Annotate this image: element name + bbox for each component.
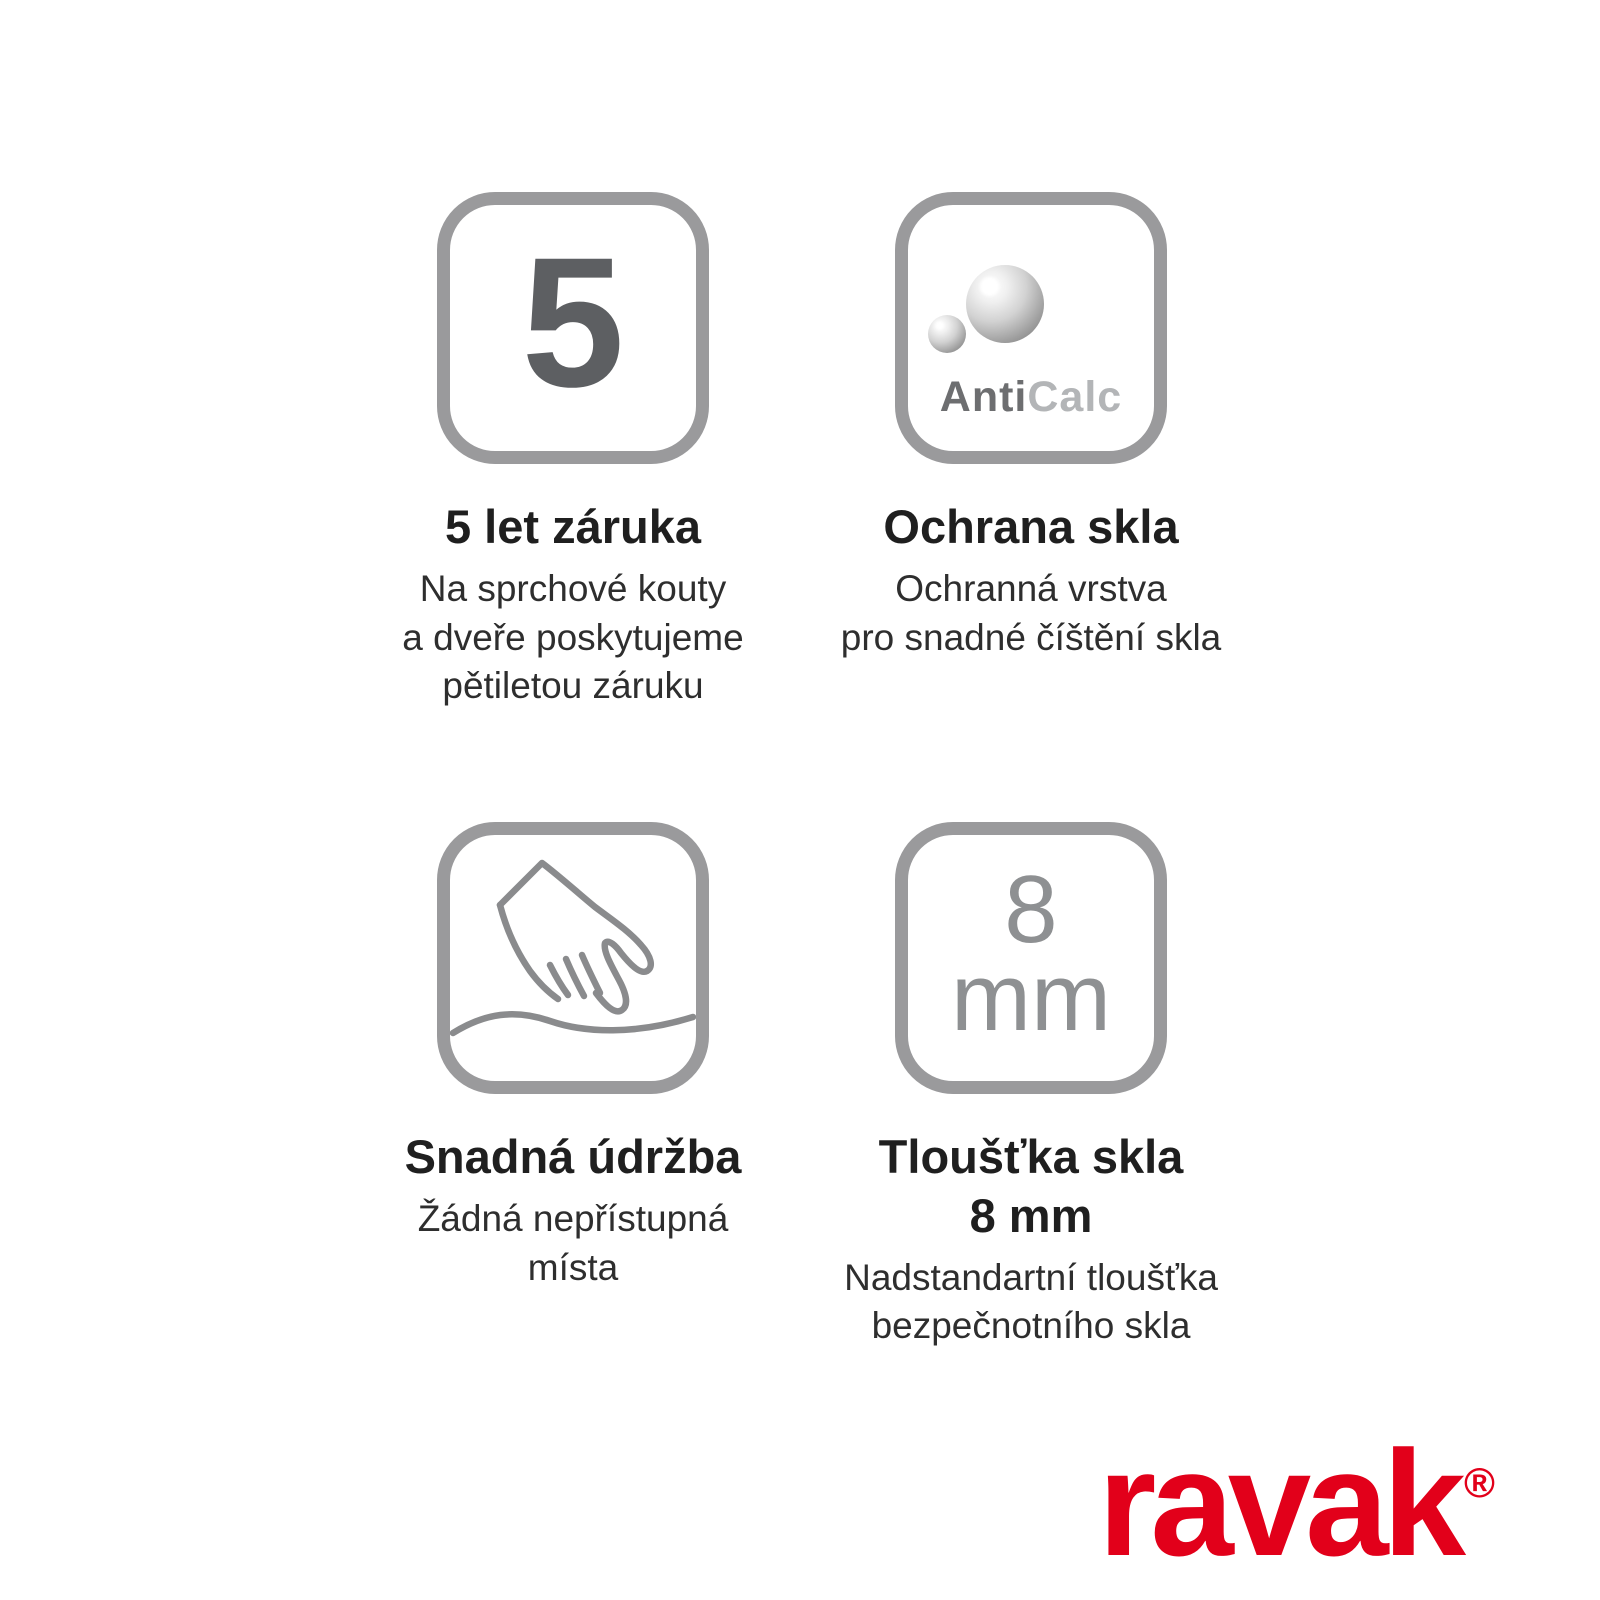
subtitle-line: bezpečnotního skla bbox=[871, 1305, 1191, 1347]
feature-glass-thickness-subtitle bbox=[791, 1254, 1271, 1352]
subtitle-line: Na sprchové kouty bbox=[419, 567, 727, 609]
feature-easy-maintenance bbox=[333, 822, 813, 1292]
anticalc-word-calc: Calc bbox=[1027, 373, 1123, 421]
hand-wipe-icon-drawing bbox=[450, 835, 696, 1081]
feature-glass-thickness-title bbox=[791, 1128, 1271, 1246]
subtitle-line: Ochranná vrstva bbox=[895, 567, 1167, 609]
ravak-logo bbox=[1097, 1419, 1495, 1587]
anticalc-word-anti: Anti bbox=[939, 373, 1028, 421]
hand-wipe-icon bbox=[437, 822, 709, 1094]
anticalc-wordmark bbox=[908, 373, 1154, 422]
feature-warranty bbox=[333, 192, 813, 711]
bubble-highlight bbox=[935, 321, 944, 330]
registered-trademark-icon: ® bbox=[1464, 1459, 1495, 1506]
feature-glass-thickness bbox=[791, 822, 1271, 1351]
bubble-highlight bbox=[980, 277, 999, 296]
five-years-icon bbox=[437, 192, 709, 464]
title-line: 8 mm bbox=[969, 1188, 1093, 1242]
title-line: Tloušťka skla bbox=[878, 1130, 1184, 1183]
glass-thickness-icon bbox=[895, 822, 1167, 1094]
anticalc-icon-inner bbox=[908, 205, 1154, 451]
feature-glass-protection-title: Ochrana skla bbox=[883, 500, 1179, 553]
feature-easy-maintenance-subtitle bbox=[333, 1195, 813, 1293]
five-digit: 5 bbox=[521, 219, 625, 426]
ravak-logo-wordmark: ravak bbox=[1097, 1419, 1461, 1587]
water-bubble-large bbox=[966, 265, 1044, 343]
subtitle-line: Žádná nepřístupná bbox=[417, 1197, 729, 1239]
glass-thickness-icon-inner bbox=[908, 835, 1154, 1081]
feature-easy-maintenance-title: Snadná údržba bbox=[404, 1130, 742, 1183]
feature-warranty-subtitle bbox=[333, 565, 813, 711]
feature-glass-protection bbox=[791, 192, 1271, 662]
subtitle-line: pro snadné číštění skla bbox=[840, 616, 1222, 658]
thickness-value: 8 bbox=[1004, 855, 1058, 963]
feature-glass-protection-subtitle bbox=[791, 565, 1271, 663]
thickness-unit: mm bbox=[951, 944, 1111, 1051]
water-bubble-small bbox=[928, 315, 966, 353]
subtitle-line: místa bbox=[527, 1246, 619, 1288]
subtitle-line: pětiletou záruku bbox=[442, 665, 704, 707]
feature-warranty-title: 5 let záruka bbox=[444, 500, 702, 553]
anticalc-bubbles-icon bbox=[895, 192, 1167, 464]
subtitle-line: Nadstandartní tloušťka bbox=[844, 1256, 1218, 1298]
subtitle-line: a dveře poskytujeme bbox=[402, 616, 744, 658]
